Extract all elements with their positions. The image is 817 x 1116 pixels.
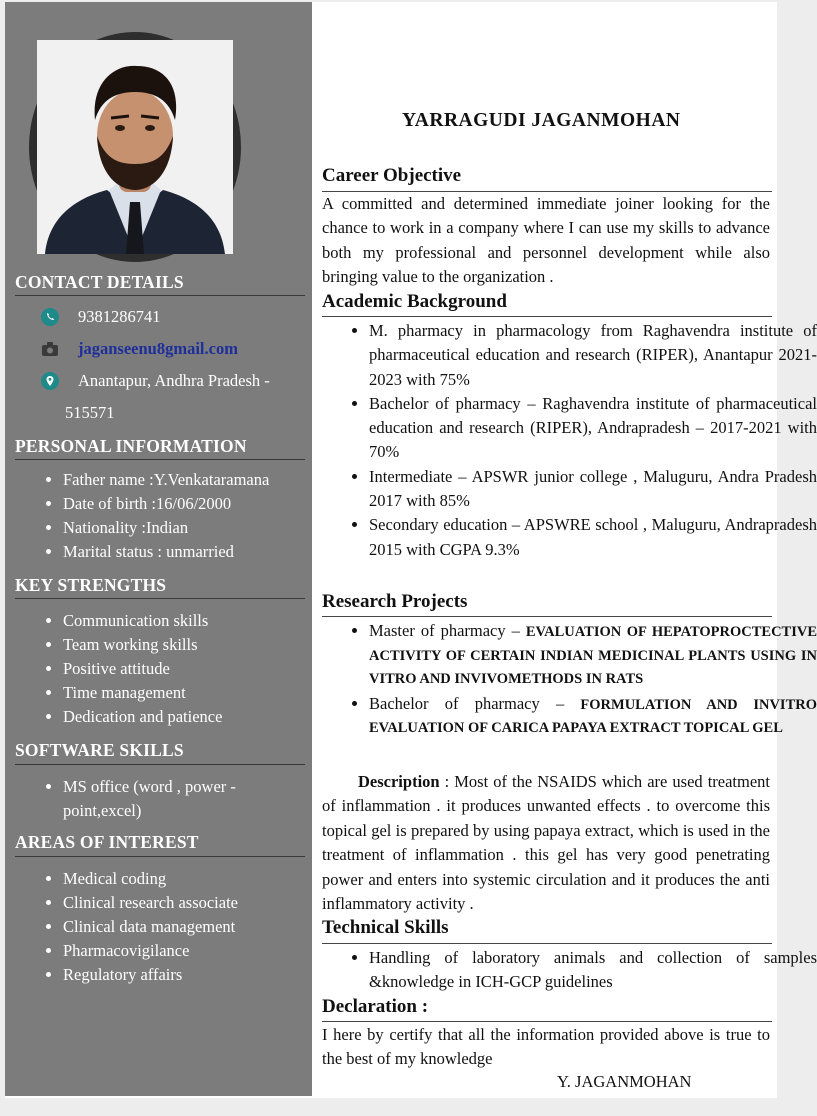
key-strengths-list <box>27 609 222 729</box>
description-label: Description <box>358 772 440 791</box>
academic-item: • Intermediate – APSWR junior college , Maluguru, Andra Pradesh 2017 with 85% <box>369 465 817 514</box>
personal-info-item: • Date of birth :16/06/2000 <box>63 492 269 516</box>
location-pin-icon <box>41 372 59 390</box>
email-row <box>41 339 238 359</box>
mail-icon <box>41 341 59 357</box>
personal-info-divider <box>15 459 305 460</box>
project-description <box>322 770 770 916</box>
areas-of-interest-heading: AREAS OF INTEREST <box>15 832 199 852</box>
personal-info-item: • Father name :Y.Venkataramana <box>63 468 269 492</box>
project-2-title: FORMULATION AND INVITRO EVALUATION OF CARICA PAPAYA EXTRACT TOPICAL GEL <box>369 696 817 736</box>
address-line-2: 515571 <box>65 403 115 422</box>
software-item <box>63 775 236 823</box>
interest-item: • Medical coding <box>63 867 238 891</box>
profile-photo <box>37 40 233 254</box>
academic-item: • M. pharmacy in pharmacology from Raghavendra institute of pharmaceutical education and research (RIPER), Anantapur 2021-2023 with 75% <box>369 319 817 392</box>
research-heading: Research Projects <box>322 591 468 612</box>
career-objective-text: A committed and determined immediate joiner looking for the chance to work in a company where I can use my skills to advance both my professional and personnel development while also bringing value to the organization . <box>322 194 770 287</box>
personal-info-item: • Nationality :Indian <box>63 516 269 540</box>
email-link[interactable]: jaganseenu8gmail.com <box>78 339 238 358</box>
research-project-item <box>369 693 817 740</box>
strength-item: • Positive attitude <box>63 657 222 681</box>
personal-info-list <box>27 468 269 564</box>
areas-of-interest-list <box>27 867 238 987</box>
resume-page <box>5 2 817 1098</box>
research-divider <box>322 616 772 617</box>
phone-icon <box>41 308 59 326</box>
declaration-heading: Declaration : <box>322 996 429 1017</box>
personal-info-item: • Marital status : unmarried <box>63 540 269 564</box>
signature: Y. JAGANMOHAN <box>557 1072 692 1091</box>
technical-skills-list <box>322 946 817 995</box>
contact-heading: CONTACT DETAILS <box>15 272 184 292</box>
key-strengths-divider <box>15 598 305 599</box>
strength-item: • Communication skills <box>63 609 222 633</box>
software-item-line-2: point,excel) <box>63 801 142 820</box>
software-skills-list <box>27 775 236 823</box>
personal-info-heading: PERSONAL INFORMATION <box>15 436 247 456</box>
software-skills-heading: SOFTWARE SKILLS <box>15 740 184 760</box>
research-project-item <box>369 620 817 691</box>
software-skills-divider <box>15 764 305 765</box>
strength-item: • Team working skills <box>63 633 222 657</box>
sidebar <box>5 2 312 1096</box>
project-1-prefix: Master of pharmacy – <box>369 621 520 640</box>
address-line-1: Anantapur, Andhra Pradesh - <box>78 371 270 390</box>
key-strengths-heading: KEY STRENGTHS <box>15 575 167 595</box>
description-text: : Most of the NSAIDS which are used treatment of inflammation . it produces unwanted effects . to overcome this topical gel is prepared by using papaya extract, which is used in the treatment of inflammation . this gel has very good penetrating power and enters into systemic circulation and it produces the anti inflammatory activity . <box>322 772 770 914</box>
interest-item: • Clinical data management <box>63 915 238 939</box>
academic-divider <box>322 316 772 317</box>
research-list <box>322 620 817 742</box>
project-1-title: EVALUATION OF HEPATOPROCTECTIVE ACTIVITY OF CERTAIN INDIAN MEDICINAL PLANTS USING IN VITRO AND INVIVOMETHODS IN RATS <box>369 624 817 687</box>
academic-list <box>322 319 817 562</box>
address-row <box>41 371 270 391</box>
technical-skills-heading: Technical Skills <box>322 917 449 938</box>
contact-divider <box>15 295 305 296</box>
career-objective-heading: Career Objective <box>322 165 462 186</box>
interest-item: • Regulatory affairs <box>63 963 238 987</box>
strength-item: • Time management <box>63 681 222 705</box>
technical-skill-item: • Handling of laboratory animals and collection of samples &knowledge in ICH-GCP guidelines <box>369 946 817 995</box>
technical-skills-divider <box>322 943 772 944</box>
areas-of-interest-divider <box>15 856 305 857</box>
interest-item: • Clinical research associate <box>63 891 238 915</box>
strength-item: • Dedication and patience <box>63 705 222 729</box>
academic-item: • Secondary education – APSWRE school , Maluguru, Andrapradesh 2015 with CGPA 9.3% <box>369 513 817 562</box>
interest-item: • Pharmacovigilance <box>63 939 238 963</box>
software-item-line-1: MS office (word , power - <box>63 777 236 796</box>
candidate-name: YARRAGUDI JAGANMOHAN <box>402 110 681 131</box>
project-2-prefix: Bachelor of pharmacy – <box>369 693 565 713</box>
declaration-text: I here by certify that all the information provided above is true to the best of my knowledge <box>322 1025 770 1069</box>
academic-heading: Academic Background <box>322 291 507 312</box>
academic-item: • Bachelor of pharmacy – Raghavendra institute of pharmaceutical education and research (RIPER), Andrapradesh – 2017-2021 with 70% <box>369 392 817 465</box>
profile-photo-illustration <box>37 40 233 254</box>
phone-row <box>41 307 161 327</box>
phone-number: 9381286741 <box>78 307 161 326</box>
declaration-divider <box>322 1021 772 1022</box>
